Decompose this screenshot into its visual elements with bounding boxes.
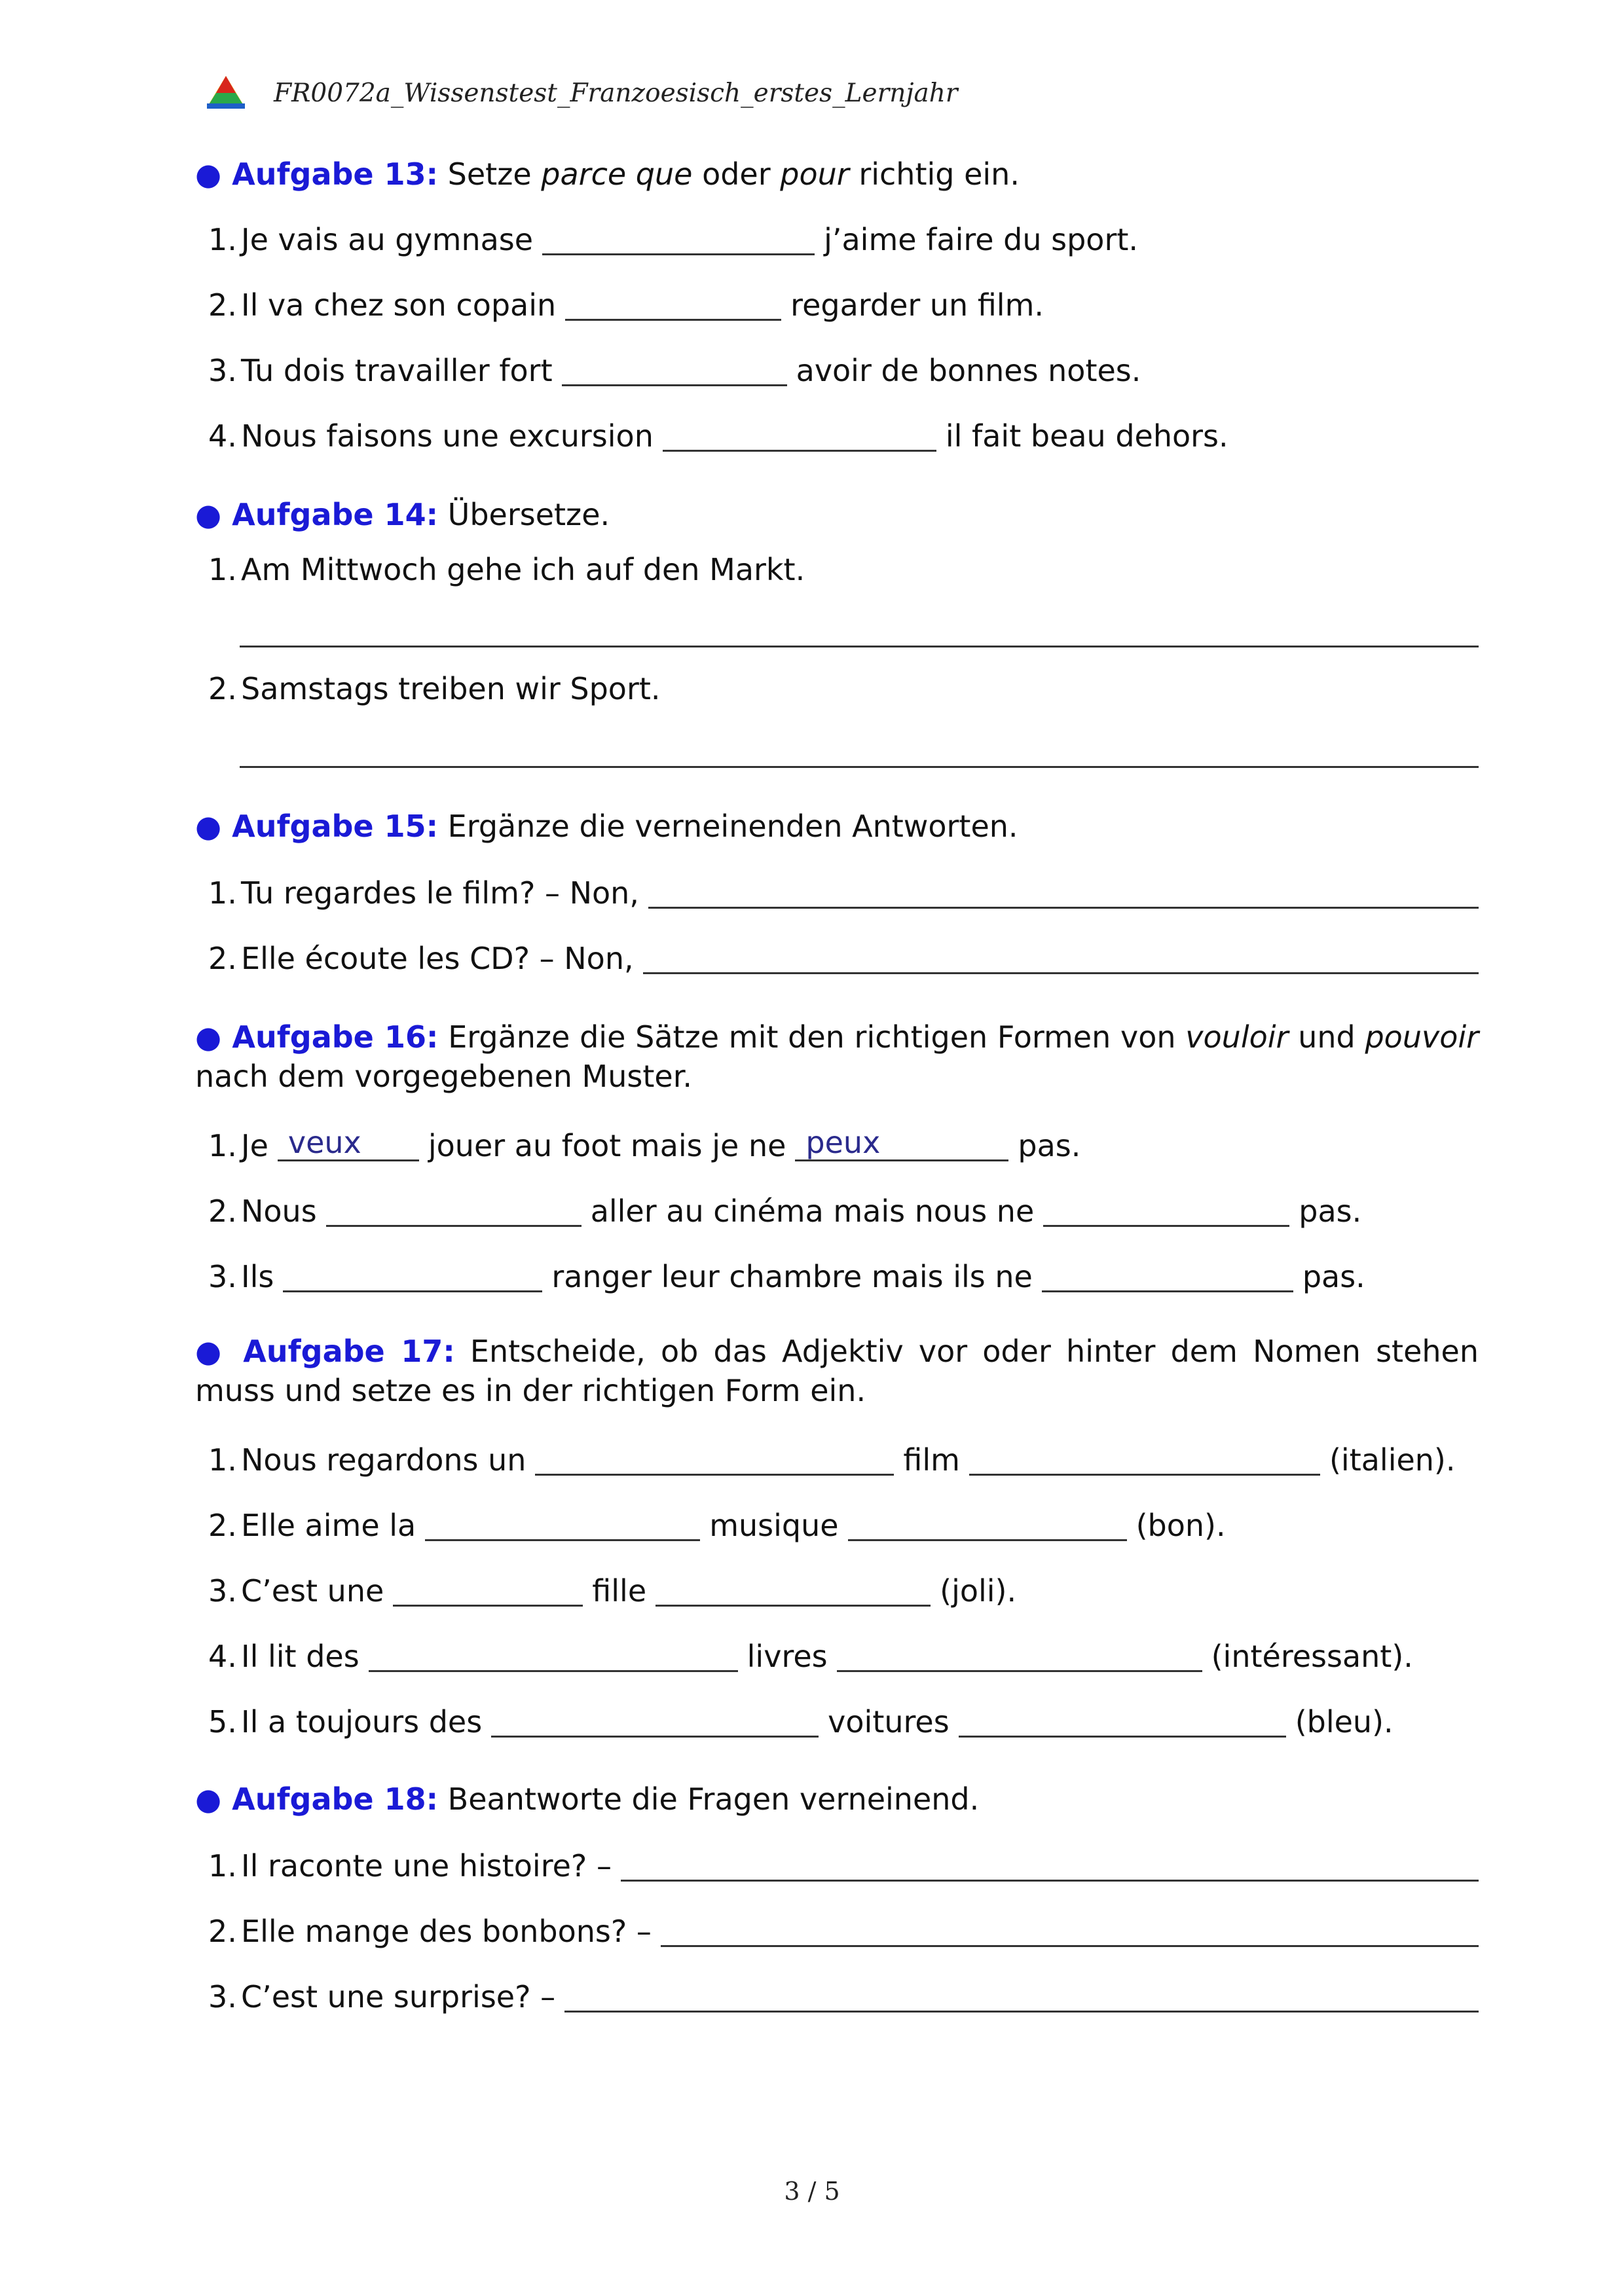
page-number: 3 / 5 xyxy=(784,2177,840,2206)
task-15-item: 2. Elle écoute les CD? – Non, xyxy=(208,936,1479,978)
document-title: FR0072a_Wissenstest_Franzoesisch_erstes_Lernjahr xyxy=(274,78,958,108)
task-15-item: 1. Tu regardes le film? – Non, xyxy=(208,871,1479,913)
task-13-item: 1. Je vais au gymnase j’aime faire du sport. xyxy=(208,217,1479,259)
example-answer: veux xyxy=(287,1125,361,1160)
task-13-item: 2. Il va chez son copain regarder un film. xyxy=(208,283,1479,325)
fill-blank[interactable] xyxy=(1043,1191,1289,1227)
fill-blank[interactable] xyxy=(425,1505,700,1541)
fill-blank[interactable] xyxy=(283,1256,542,1292)
task-label: Aufgabe 17: xyxy=(243,1334,455,1369)
task-17-item: 2. Elle aime la musique (bon). xyxy=(208,1503,1479,1545)
task-17-item: 1. Nous regardons un film (italien). xyxy=(208,1438,1479,1480)
logo-icon xyxy=(204,75,248,111)
fill-blank[interactable] xyxy=(969,1440,1320,1476)
task-label: Aufgabe 18: xyxy=(232,1781,439,1817)
fill-blank[interactable] xyxy=(278,1125,419,1161)
fill-blank[interactable] xyxy=(565,285,781,321)
task-label: Aufgabe 13: xyxy=(232,156,439,192)
answer-blank[interactable] xyxy=(643,938,1479,974)
answer-blank[interactable] xyxy=(564,1977,1479,2013)
task-17-item: 3. C’est une fille (joli). xyxy=(208,1569,1479,1611)
task-13-heading: ● Aufgabe 13: Setze parce que oder pour richtig ein. xyxy=(195,156,1020,192)
task-16-item: 3. Ils ranger leur chambre mais ils ne pas. xyxy=(208,1254,1479,1296)
task-16-item: 2. Nous aller au cinéma mais nous ne pas. xyxy=(208,1189,1479,1231)
task-18-item: 1. Il raconte une histoire? – xyxy=(208,1844,1479,1886)
answer-blank[interactable] xyxy=(648,873,1479,909)
answer-blank[interactable] xyxy=(621,1846,1479,1882)
fill-blank[interactable] xyxy=(795,1125,1008,1161)
fill-blank[interactable] xyxy=(491,1702,819,1738)
fill-blank[interactable] xyxy=(655,1571,931,1607)
fill-blank[interactable] xyxy=(959,1702,1286,1738)
fill-blank[interactable] xyxy=(562,350,787,386)
task-13-item: 3. Tu dois travailler fort avoir de bonnes notes. xyxy=(208,348,1479,390)
fill-blank[interactable] xyxy=(393,1571,583,1607)
task-16-heading: ● Aufgabe 16: Ergänze die Sätze mit den richtigen Formen von vouloir und pouvoir nach dem vorgegebenen Muster. xyxy=(195,1019,1479,1094)
task-16-item: 1. Je veux jouer au foot mais je ne peux pas. xyxy=(208,1123,1479,1165)
answer-line[interactable] xyxy=(240,766,1479,768)
fill-blank[interactable] xyxy=(848,1505,1127,1541)
example-answer: peux xyxy=(805,1125,881,1160)
fill-blank[interactable] xyxy=(326,1191,581,1227)
task-17-heading: ● Aufgabe 17: Entscheide, ob das Adjektiv vor oder hinter dem Nomen stehen muss und setze es in der richtigen Form ein. xyxy=(195,1334,1479,1408)
task-14-item: 2. Samstags treiben wir Sport. xyxy=(208,671,661,706)
task-15-heading: ● Aufgabe 15: Ergänze die verneinenden Antworten. xyxy=(195,809,1018,844)
task-label: Aufgabe 14: xyxy=(232,497,439,532)
task-label: Aufgabe 15: xyxy=(232,809,439,844)
answer-blank[interactable] xyxy=(661,1911,1479,1947)
header xyxy=(204,73,957,113)
fill-blank[interactable] xyxy=(1042,1256,1293,1292)
answer-line[interactable] xyxy=(240,646,1479,647)
task-17-item: 4. Il lit des livres (intéressant). xyxy=(208,1634,1479,1676)
task-14-item: 1. Am Mittwoch gehe ich auf den Markt. xyxy=(208,552,805,587)
fill-blank[interactable] xyxy=(542,219,815,255)
task-18-item: 3. C’est une surprise? – xyxy=(208,1975,1479,2016)
fill-blank[interactable] xyxy=(837,1636,1202,1672)
fill-blank[interactable] xyxy=(535,1440,894,1476)
task-18-item: 2. Elle mange des bonbons? – xyxy=(208,1909,1479,1951)
task-13-item: 4. Nous faisons une excursion il fait beau dehors. xyxy=(208,414,1479,456)
task-18-heading: ● Aufgabe 18: Beantworte die Fragen verneinend. xyxy=(195,1781,980,1817)
task-14-heading: ● Aufgabe 14: Übersetze. xyxy=(195,497,610,532)
task-17-item: 5. Il a toujours des voitures (bleu). xyxy=(208,1700,1479,1741)
fill-blank[interactable] xyxy=(663,416,936,452)
fill-blank[interactable] xyxy=(369,1636,738,1672)
task-label: Aufgabe 16: xyxy=(232,1019,439,1055)
